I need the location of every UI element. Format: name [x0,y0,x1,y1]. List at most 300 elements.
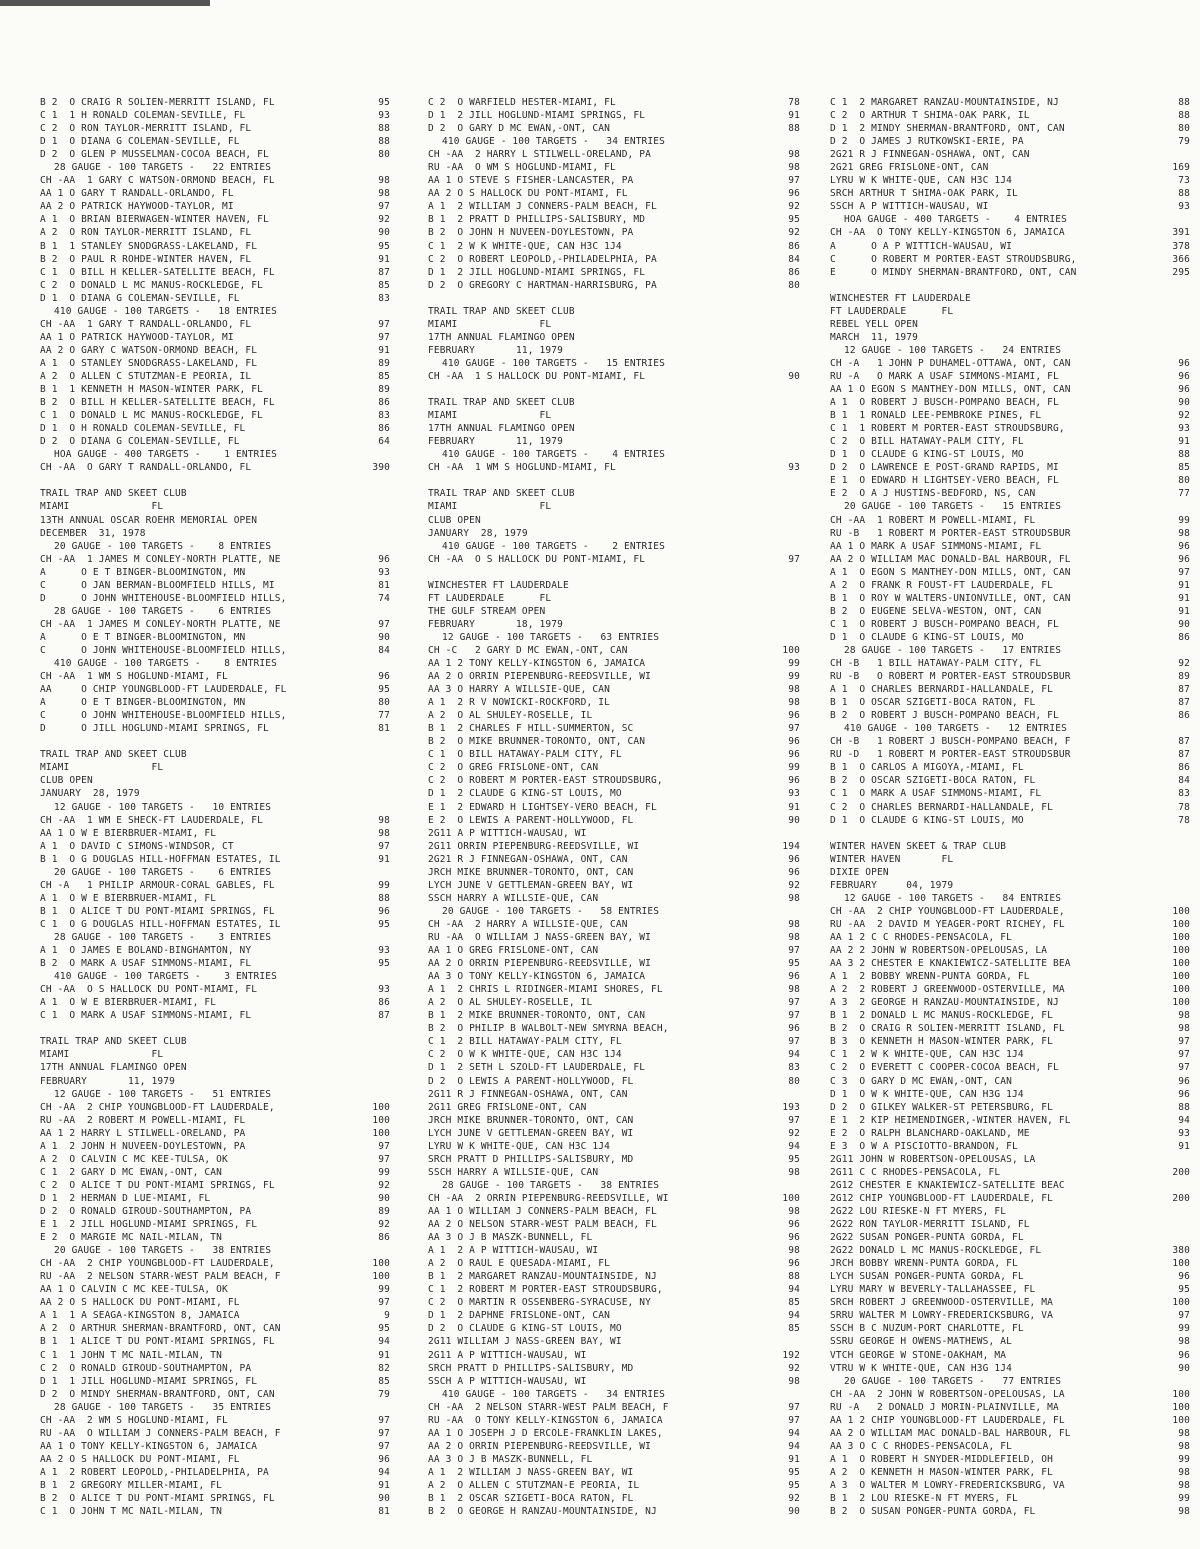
score: 98 [788,1166,800,1178]
entry-text: B 2 O JOHN H NUVEEN-DOYLESTOWN, PA [428,227,634,239]
score: 91 [788,110,800,122]
blank-line [428,566,800,579]
score: 100 [1172,945,1190,957]
score: 97 [378,1140,390,1152]
score: 100 [1172,1401,1190,1413]
result-line [830,318,1190,331]
result-line [830,109,1190,122]
entry-text: AA 1 O EGON S MANTHEY-DON MILLS, ONT, CAN [830,384,1071,396]
entry-text: AA 3 2 CHESTER E KNAKIEWICZ-SATELLITE BEA [830,958,1071,970]
result-line [40,748,390,761]
entry-text: A 1 O EGON S MANTHEY-DON MILLS, ONT, CAN [830,566,1071,578]
entry-text: 17TH ANNUAL FLAMINGO OPEN [428,331,575,343]
result-line [830,292,1190,305]
entry-text: B 1 1 RONALD LEE-PEMBROKE PINES, FL [830,410,1042,422]
entry-text: 28 GAUGE - 100 TARGETS - 38 ENTRIES [442,1179,660,1191]
result-line [830,748,1190,761]
score: 95 [788,214,800,226]
entry-text: B 1 O ROY W WALTERS-UNIONVILLE, ONT, CAN [830,592,1071,604]
entry-text: 12 GAUGE - 100 TARGETS - 84 ENTRIES [844,892,1062,904]
result-line [830,1362,1190,1375]
result-line [830,670,1190,683]
result-line [830,866,1190,879]
score: 96 [788,1023,800,1035]
entry-text: RU -AA 2 DAVID M YEAGER-PORT RICHEY, FL [830,918,1065,930]
result-line [40,1414,390,1427]
event-header-line [40,605,390,618]
score: 86 [378,1232,390,1244]
result-line [428,370,800,383]
result-line [40,200,390,213]
score: 89 [378,384,390,396]
entry-text: 20 GAUGE - 100 TARGETS - 15 ENTRIES [844,501,1062,513]
entry-text: 2G11 R J FINNEGAN-OSHAWA, ONT, CAN [428,1088,628,1100]
result-line [40,1166,390,1179]
entry-text: CH -AA 2 WM S HOGLUND-MIAMI, FL [40,1414,228,1426]
result-line [428,709,800,722]
score: 95 [788,958,800,970]
score: 98 [788,162,800,174]
result-line [428,344,800,357]
event-header-line [40,540,390,553]
score: 97 [1178,1036,1190,1048]
score: 90 [788,814,800,826]
result-line [428,1401,800,1414]
entry-text: AA 3 O J B MASZK-BUNNELL, FL [428,1453,593,1465]
entry-text: 28 GAUGE - 100 TARGETS - 17 ENTRIES [844,644,1062,656]
score: 87 [1178,749,1190,761]
score: 100 [782,1192,800,1204]
score: 97 [788,1010,800,1022]
entry-text: CLUB OPEN [428,514,481,526]
result-line [830,1218,1190,1231]
entry-text: D 2 O MINDY SHERMAN-BRANTFORD, ONT, CAN [40,1388,275,1400]
entry-text: A 2 O RAUL E QUESADA-MIAMI, FL [428,1258,610,1270]
entry-text: MIAMI FL [40,1049,164,1061]
score: 390 [372,462,390,474]
result-line [830,657,1190,670]
score: 100 [1172,1414,1190,1426]
entry-text: C 2 O GREG FRISLONE-ONT, CAN [428,762,599,774]
score: 90 [378,227,390,239]
score: 98 [788,984,800,996]
result-line [428,409,800,422]
score: 97 [378,840,390,852]
score: 93 [788,462,800,474]
entry-text: RU -D 1 ROBERT M PORTER-EAST STROUDSBUR [830,749,1071,761]
result-line [830,566,1190,579]
entry-text: AA 2 O ORRIN PIEPENBURG-REEDSVILLE, WI [428,671,652,683]
entry-text: D 2 O GARY D MC EWAN,-ONT, CAN [428,123,610,135]
entry-text: 2G22 SUSAN PONGER-PUNTA GORDA, FL [830,1232,1024,1244]
score: 95 [378,684,390,696]
score: 91 [378,253,390,265]
result-line [428,1427,800,1440]
entry-text: A 1 O JAMES E BOLAND-BINGHAMTON, NY [40,945,252,957]
entry-text: B 1 2 MIKE BRUNNER-TORONTO, ONT, CAN [428,1010,646,1022]
entry-text: TRAIL TRAP AND SKEET CLUB [428,305,575,317]
score: 93 [378,566,390,578]
entry-text: 2G21 R J FINNEGAN-OSHAWA, ONT, CAN [830,149,1030,161]
entry-text: C 2 O ARTHUR T SHIMA-OAK PARK, IL [830,110,1030,122]
result-line [40,1075,390,1088]
entry-text: C 2 O RONALD GIROUD-SOUTHAMPTON, PA [40,1362,252,1374]
score: 98 [1178,1023,1190,1035]
entry-text: AA 1 2 TONY KELLY-KINGSTON 6, JAMAICA [428,658,646,670]
score: 89 [1178,671,1190,683]
entry-text: D 1 2 DAPHNE FRISLONE-ONT, CAN [428,1310,610,1322]
entry-text: 12 GAUGE - 100 TARGETS - 63 ENTRIES [442,631,660,643]
entry-text: 410 GAUGE - 100 TARGETS - 34 ENTRIES [442,1388,666,1400]
result-line [40,670,390,683]
entry-text: A 1 2 WILLIAM J NASS-GREEN BAY, WI [428,1466,634,1478]
score: 100 [1172,905,1190,917]
score: 96 [1178,553,1190,565]
result-line [830,1349,1190,1362]
score: 96 [378,1453,390,1465]
result-line [830,1231,1190,1244]
event-header-line [40,1401,390,1414]
result-line [830,1322,1190,1335]
result-line [428,722,800,735]
result-line [40,722,390,735]
entry-text: 410 GAUGE - 100 TARGETS - 15 ENTRIES [442,357,666,369]
entry-text: CH -AA 2 HARRY A WILLSIE-QUE, CAN [428,918,628,930]
score: 91 [1178,592,1190,604]
result-line [40,827,390,840]
result-line [428,226,800,239]
score: 97 [788,175,800,187]
score: 99 [378,1284,390,1296]
result-line [428,514,800,527]
entry-text: 410 GAUGE - 100 TARGETS - 34 ENTRIES [442,136,666,148]
score: 98 [788,918,800,930]
score: 99 [1178,514,1190,526]
score: 96 [788,971,800,983]
result-line [830,1414,1190,1427]
score: 90 [378,1493,390,1505]
result-line [40,1296,390,1309]
score: 89 [378,357,390,369]
entry-text: A 1 2 WILLIAM J CONNERS-PALM BEACH, FL [428,201,657,213]
score: 295 [1172,266,1190,278]
result-line [830,683,1190,696]
entry-text: CH -AA 1 JAMES M CONLEY-NORTH PLATTE, NE [40,618,281,630]
score: 94 [788,1440,800,1452]
score: 79 [378,1388,390,1400]
entry-text: CH -AA 2 NELSON STARR-WEST PALM BEACH, F [428,1401,669,1413]
result-line [428,1479,800,1492]
score: 83 [788,1062,800,1074]
score: 88 [788,123,800,135]
score: 97 [378,1297,390,1309]
result-line [428,279,800,292]
score: 96 [1178,1088,1190,1100]
result-line [830,801,1190,814]
score: 98 [1178,1440,1190,1452]
entry-text: A 2 O FRANK R FOUST-FT LAUDERDALE, FL [830,579,1054,591]
result-line [830,331,1190,344]
score: 92 [788,1493,800,1505]
entry-text: HOA GAUGE - 400 TARGETS - 4 ENTRIES [844,214,1068,226]
result-line [428,1075,800,1088]
blank-line [40,474,390,487]
score: 85 [378,370,390,382]
result-line [830,787,1190,800]
score: 64 [378,436,390,448]
entry-text: VTCH GEORGE W STONE-OAKHAM, MA [830,1349,1007,1361]
entry-text: A 1 O CHARLES BERNARDI-HALLANDALE, FL [830,684,1054,696]
result-line [830,1270,1190,1283]
score: 96 [788,866,800,878]
result-line [40,357,390,370]
entry-text: CLUB OPEN [40,775,93,787]
result-line [830,1388,1190,1401]
entry-text: RU -AA O WILLIAM J CONNERS-PALM BEACH, F [40,1427,281,1439]
score: 91 [378,344,390,356]
entry-text: B 2 O MARK A USAF SIMMONS-MIAMI, FL [40,958,252,970]
score: 97 [378,1414,390,1426]
entry-text: 28 GAUGE - 100 TARGETS - 6 ENTRIES [54,605,272,617]
result-line [40,344,390,357]
score: 92 [1178,658,1190,670]
score: 94 [1178,1114,1190,1126]
score: 90 [788,1506,800,1518]
result-line [40,1270,390,1283]
score: 96 [788,853,800,865]
entry-text: 28 GAUGE - 100 TARGETS - 22 ENTRIES [54,162,272,174]
result-line [40,696,390,709]
score: 92 [788,1127,800,1139]
result-line [830,631,1190,644]
entry-text: C 2 O WARFIELD HESTER-MIAMI, FL [428,97,616,108]
event-header-line [40,1088,390,1101]
entry-text: SSCH HARRY A WILLSIE-QUE, CAN [428,1166,599,1178]
entry-text: B 1 O CARLOS A MIGOYA,-MIAMI, FL [830,762,1024,774]
score: 95 [378,918,390,930]
entry-text: AA 2 O WILLIAM MAC DONALD-BAL HARBOUR, FL [830,1427,1071,1439]
result-line [428,1505,800,1518]
entry-text: CH -AA 1 WM E SHECK-FT LAUDERDALE, FL [40,814,264,826]
score: 100 [1172,1297,1190,1309]
score: 366 [1172,253,1190,265]
entry-text: E 2 O LEWIS A PARENT-HOLLYWOOD, FL [428,814,634,826]
result-line [428,1309,800,1322]
event-header-line [40,161,390,174]
result-line [428,983,800,996]
entry-text: A 2 2 ROBERT J GREENWOOD-OSTERVILLE, MA [830,984,1065,996]
result-line [830,370,1190,383]
score: 97 [378,318,390,330]
result-line [830,696,1190,709]
entry-text: MIAMI FL [428,318,552,330]
result-line [40,618,390,631]
entry-text: FEBRUARY 11, 1979 [428,436,563,448]
result-line [40,422,390,435]
result-line [40,1322,390,1335]
result-line [428,1114,800,1127]
entry-text: AA 1 2 HARRY L STILWELL-ORELAND, PA [40,1127,246,1139]
entry-text: 20 GAUGE - 100 TARGETS - 77 ENTRIES [844,1375,1062,1387]
result-line [40,435,390,448]
entry-text: CH -AA 1 WM S HOGLUND-MIAMI, FL [40,671,228,683]
event-header-line [40,657,390,670]
result-line [428,122,800,135]
result-line [40,174,390,187]
result-line [830,1127,1190,1140]
result-line [830,1244,1190,1257]
score: 88 [1178,97,1190,108]
score: 169 [1172,162,1190,174]
entry-text: C O JAN BERMAN-BLOOMFIELD HILLS, MI [40,579,275,591]
entry-text: C 1 O ROBERT J BUSCH-POMPANO BEACH, FL [830,618,1059,630]
score: 96 [1178,1271,1190,1283]
result-line [428,670,800,683]
entry-text: 12 GAUGE - 100 TARGETS - 10 ENTRIES [54,801,272,813]
entry-text: C 1 O BILL H KELLER-SATELLITE BEACH, FL [40,266,275,278]
score: 88 [378,123,390,135]
result-line [428,683,800,696]
entry-text: C 2 O ALICE T DU PONT-MIAMI SPRINGS, FL [40,1179,275,1191]
entry-text: E 2 O A J HUSTINS-BEDFORD, NS, CAN [830,488,1036,500]
result-line [830,187,1190,200]
event-header-line [830,1375,1190,1388]
entry-text: B 1 2 MARGARET RANZAU-MOUNTAINSIDE, NJ [428,1271,657,1283]
score: 91 [378,1479,390,1491]
entry-text: D 2 O GLEN P MUSSELMAN-COCOA BEACH, FL [40,149,269,161]
score: 97 [1178,566,1190,578]
score: 91 [1178,436,1190,448]
result-line [428,618,800,631]
result-line [428,579,800,592]
result-line [40,879,390,892]
result-line [428,1453,800,1466]
result-line [40,1009,390,1022]
result-line [40,318,390,331]
result-line [40,1153,390,1166]
result-line [428,827,800,840]
result-line [830,1440,1190,1453]
entry-text: C 3 O GARY D MC EWAN,-ONT, CAN [830,1075,1012,1087]
score: 98 [1178,1479,1190,1491]
score: 78 [1178,814,1190,826]
result-line [830,618,1190,631]
entry-text: D 2 O DIANA G COLEMAN-SEVILLE, FL [40,436,240,448]
score: 80 [1178,475,1190,487]
entry-text: B 2 O SUSAN PONGER-PUNTA GORDA, FL [830,1506,1036,1518]
score: 94 [378,1466,390,1478]
score: 92 [788,201,800,213]
entry-text: A 2 O ARTHUR SHERMAN-BRANTFORD, ONT, CAN [40,1323,281,1335]
entry-text: 2G11 ORRIN PIEPENBURG-REEDSVILLE, WI [428,840,640,852]
entry-text: C 2 O EVERETT C COOPER-COCOA BEACH, FL [830,1062,1059,1074]
entry-text: AA 1 O PATRICK HAYWOOD-TAYLOR, MI [40,331,234,343]
result-line [830,487,1190,500]
event-header-line [428,448,800,461]
entry-text: 2G11 C C RHODES-PENSACOLA, FL [830,1166,1001,1178]
entry-text: 28 GAUGE - 100 TARGETS - 35 ENTRIES [54,1401,272,1413]
result-line [830,474,1190,487]
page-edge-rule [0,0,210,6]
result-line [40,1218,390,1231]
result-line [40,396,390,409]
entry-text: A 3 O WALTER M LOWRY-FREDERICKSBURG, VA [830,1479,1065,1491]
entry-text: SSCH A P WITTICH-WAUSAU, WI [428,1375,587,1387]
score: 100 [782,644,800,656]
result-line [40,1114,390,1127]
score: 97 [378,331,390,343]
result-line [428,96,800,109]
score: 83 [1178,788,1190,800]
entry-text: A 2 O AL SHULEY-ROSELLE, IL [428,997,593,1009]
result-line [428,553,800,566]
entry-text: C 1 2 GARY D MC EWAN,-ONT, CAN [40,1166,222,1178]
result-line [428,161,800,174]
score: 97 [788,1114,800,1126]
result-line [40,892,390,905]
result-line [830,592,1190,605]
result-line [40,644,390,657]
result-line [830,1140,1190,1153]
entry-text: C 2 O ROBERT LEOPOLD,-PHILADELPHIA, PA [428,253,657,265]
entry-text: A 1 2 A P WITTICH-WAUSAU, WI [428,1245,599,1257]
entry-text: C 1 2 W K WHITE-QUE, CAN H3C 1J4 [830,1049,1024,1061]
entry-text: 20 GAUGE - 100 TARGETS - 6 ENTRIES [54,866,272,878]
score: 98 [378,188,390,200]
result-line [830,1179,1190,1192]
score: 99 [378,879,390,891]
score: 92 [378,1219,390,1231]
entry-text: RU -A O MARK A USAF SIMMONS-MIAMI, FL [830,370,1059,382]
entry-text: RU -AA O WILLIAM J NASS-GREEN BAY, WI [428,932,652,943]
score: 98 [378,175,390,187]
result-line [40,553,390,566]
score: 87 [1178,684,1190,696]
entry-text: CH -AA 2 CHIP YOUNGBLOOD-FT LAUDERDALE, [40,1258,275,1270]
result-line [428,1440,800,1453]
entry-text: A 1 O DAVID C SIMONS-WINDSOR, CT [40,840,234,852]
score: 84 [788,253,800,265]
result-line [40,1283,390,1296]
entry-text: RU -AA O WM S HOGLUND-MIAMI, FL [428,162,616,174]
result-line [40,1466,390,1479]
entry-text: FEBRUARY 11, 1979 [40,1075,175,1087]
result-line [40,187,390,200]
result-line [428,1466,800,1479]
score: 92 [378,1179,390,1191]
entry-text: D 1 2 JILL HOGLUND-MIAMI SPRINGS, FL [428,110,646,122]
entry-text: C 2 O W K WHITE-QUE, CAN H3C 1J4 [428,1049,622,1061]
score: 100 [1172,984,1190,996]
result-line [40,579,390,592]
score: 86 [378,397,390,409]
event-header-line [40,448,390,461]
entry-text: CH -AA 2 CHIP YOUNGBLOOD-FT LAUDERDALE, [40,1101,275,1113]
entry-text: SRCH PRATT D PHILLIPS-SALISBURY, MD [428,1362,634,1374]
score: 98 [788,697,800,709]
score: 81 [378,723,390,735]
result-line [428,396,800,409]
entry-text: E 2 O MARGIE MC NAIL-MILAN, TN [40,1232,222,1244]
score: 90 [788,370,800,382]
entry-text: C O ROBERT M PORTER-EAST STROUDSBURG, [830,253,1077,265]
result-line [830,879,1190,892]
event-header-line [830,213,1190,226]
score: 97 [788,945,800,957]
entry-text: AA 3 O C C RHODES-PENSACOLA, FL [830,1440,1012,1452]
result-line [428,500,800,513]
event-header-line [428,135,800,148]
